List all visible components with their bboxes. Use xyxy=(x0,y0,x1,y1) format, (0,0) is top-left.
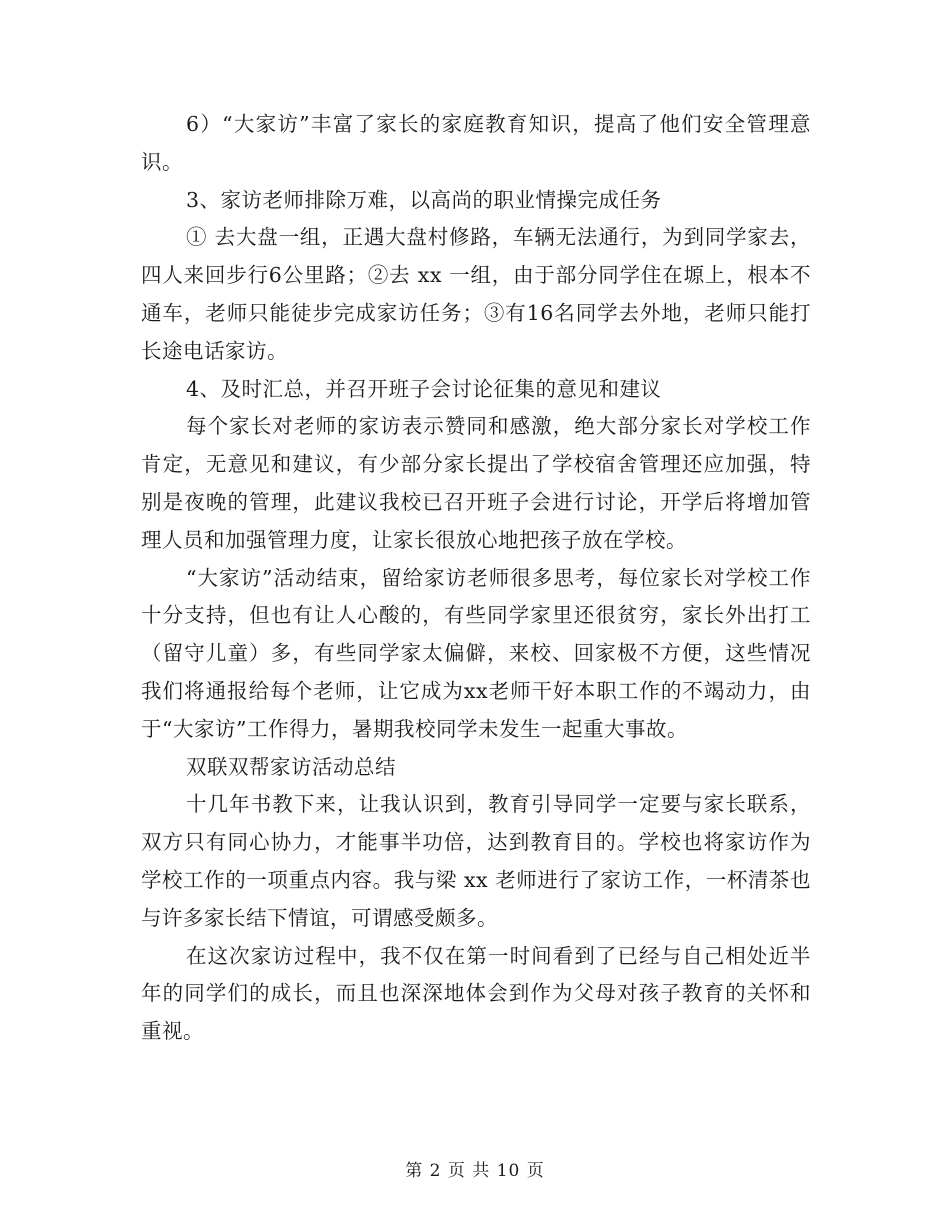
page-number-footer: 第 2 页 共 10 页 xyxy=(405,1161,545,1181)
document-body xyxy=(141,106,811,1051)
section-title-home-visit-summary: 双联双帮家访活动总结 xyxy=(186,754,396,779)
paragraph-6-knowledge: 6）“大家访”丰富了家长的家庭教育知识，提高了他们安全管理意识。 xyxy=(141,112,811,174)
paragraph-activity-conclusion: “大家访”活动结束，留给家访老师很多思考，每位家长对学校工作十分支持，但也有让人心酸的，有些同学家里还很贫穷，家长外出打工（留守儿童）多，有些同学家太偏僻，来校、回家极不方便，这些情况我们将通报给每个老师，让它成为xx老师干好本职工作的不竭动力，由于“大家访”工作得力，暑期我校同学未发生一起重大事故。 xyxy=(141,565,811,741)
paragraph-visit-details: ① 去大盘一组，正遇大盘村修路，车辆无法通行，为到同学家去，四人来回步行6公里路；②去 xx 一组，由于部分同学住在塬上，根本不通车，老师只能徒步完成家访任务；③有16名同学去外地，老师只能打长途电话家访。 xyxy=(141,225,811,363)
paragraph-visit-reflection: 在这次家访过程中，我不仅在第一时间看到了已经与自己相处近半年的同学们的成长，而且也深深地体会到作为父母对孩子教育的关怀和重视。 xyxy=(141,943,811,1044)
heading-4-summary-meeting: 4、及时汇总，并召开班子会讨论征集的意见和建议 xyxy=(186,376,662,401)
paragraph-parent-feedback: 每个家长对老师的家访表示赞同和感激，绝大部分家长对学校工作肯定，无意见和建议，有少部分家长提出了学校宿舍管理还应加强，特别是夜晚的管理，此建议我校已召开班子会进行讨论，开学后将增加管理人员和加强管理力度，让家长很放心地把孩子放在学校。 xyxy=(141,414,811,552)
paragraph-teaching-experience: 十几年书教下来，让我认识到，教育引导同学一定要与家长联系，双方只有同心协力，才能事半功倍，达到教育目的。学校也将家访作为学校工作的一项重点内容。我与梁 xx 老师进行了家访工作，一杯清茶也与许多家长结下情谊，可谓感受颇多。 xyxy=(141,792,811,930)
heading-3-overcome-difficulties: 3、家访老师排除万难，以高尚的职业情操完成任务 xyxy=(186,187,662,212)
